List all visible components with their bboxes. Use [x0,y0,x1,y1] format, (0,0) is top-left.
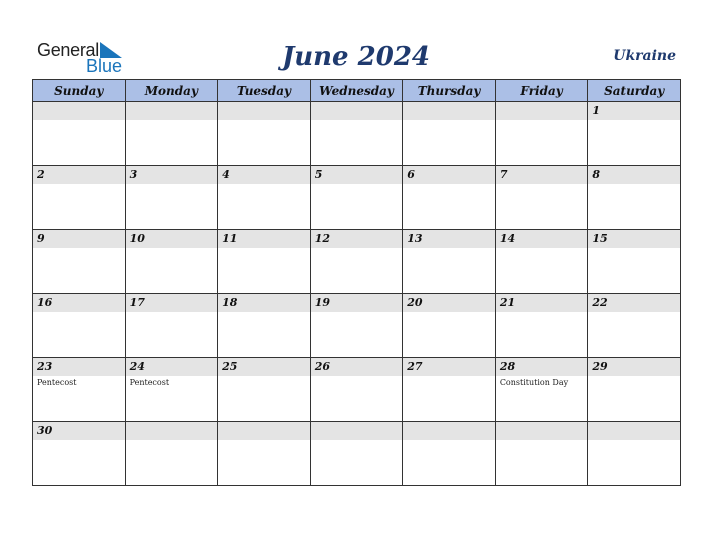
day-number: 24 [129,360,145,373]
day-number-bar [403,166,495,184]
day-number: 6 [407,168,415,181]
day-number-bar [311,294,403,312]
weekday-header: Saturday [588,80,681,102]
day-cell [33,166,126,230]
calendar-grid [32,79,681,486]
day-number: 2 [37,168,45,181]
day-cell [125,294,218,358]
day-number-bar [496,294,588,312]
day-cell [588,358,681,422]
holiday-label: Pentecost [129,378,170,387]
day-cell [33,294,126,358]
day-number: 4 [222,168,230,181]
day-number: 25 [222,360,238,373]
day-cell [403,422,496,486]
day-cell [310,102,403,166]
day-cell [588,294,681,358]
logo-general-text: General [37,40,99,60]
day-number-bar [403,294,495,312]
day-number-bar [588,166,680,184]
weekday-header: Wednesday [310,80,403,102]
day-cell [33,102,126,166]
day-cell [403,102,496,166]
day-cell [495,422,588,486]
day-cell [218,230,311,294]
week-row [33,230,681,294]
day-number-bar [33,358,125,376]
day-number: 19 [314,296,330,309]
day-cell [495,294,588,358]
day-cell [218,294,311,358]
day-number-bar [496,102,588,120]
day-number: 5 [314,168,323,181]
day-number: 22 [592,296,608,309]
day-number-bar [218,294,310,312]
day-cell [495,102,588,166]
day-number-bar [311,230,403,248]
day-number: 30 [37,424,53,437]
day-number-bar [126,230,218,248]
day-number-bar [33,294,125,312]
day-number: 1 [592,104,601,117]
day-number: 18 [222,296,238,309]
day-cell [310,422,403,486]
day-number-bar [496,422,588,440]
day-number-bar [311,358,403,376]
day-number-bar [126,166,218,184]
day-number-bar [218,422,310,440]
day-cell [218,358,311,422]
day-number-bar [33,422,125,440]
day-number: 26 [314,360,330,373]
day-cell [588,166,681,230]
holiday-label: Pentecost [37,378,77,387]
day-number: 27 [407,360,423,373]
day-cell [218,422,311,486]
day-cell [218,102,311,166]
weekday-header: Friday [495,80,588,102]
day-number-bar [588,230,680,248]
day-cell [310,230,403,294]
day-number-bar [403,102,495,120]
day-cell [33,422,126,486]
day-number-bar [126,422,218,440]
day-cell [403,294,496,358]
day-cell [125,422,218,486]
day-number-bar [496,166,588,184]
day-cell [125,166,218,230]
day-number-bar [126,294,218,312]
day-number-bar [311,102,403,120]
day-cell [495,166,588,230]
logo-blue-text: Blue [86,56,123,76]
day-number-bar [588,102,680,120]
day-number: 10 [129,232,145,245]
day-cell [125,102,218,166]
day-cell [33,358,126,422]
day-number: 17 [129,296,145,309]
day-number-bar [588,422,680,440]
generalblue-logo [37,40,137,76]
day-number-bar [403,358,495,376]
day-cell [125,358,218,422]
holiday-label: Constitution Day [499,378,569,387]
day-number: 13 [407,232,423,245]
day-number: 14 [499,232,516,245]
country-label: Ukraine [613,48,676,64]
day-number-bar [496,358,588,376]
day-number: 16 [37,296,53,309]
day-number: 20 [407,296,423,309]
weekday-header: Sunday [33,80,126,102]
day-cell [588,422,681,486]
day-number-bar [588,294,680,312]
day-number: 28 [499,360,516,373]
week-row [33,422,681,486]
day-number-bar [33,166,125,184]
day-number: 29 [592,360,608,373]
day-cell [588,102,681,166]
weekday-header: Thursday [403,80,496,102]
day-number: 12 [314,232,330,245]
day-number-bar [588,358,680,376]
day-number: 11 [222,232,238,245]
weekday-header: Tuesday [218,80,311,102]
day-cell [403,230,496,294]
day-cell [125,230,218,294]
day-number-bar [311,422,403,440]
day-number: 15 [592,232,608,245]
calendar-title: June 2024 [281,42,431,72]
weekday-header: Monday [125,80,218,102]
day-cell [33,230,126,294]
day-cell [310,358,403,422]
day-cell [403,166,496,230]
day-number: 3 [129,168,138,181]
day-number-bar [126,358,218,376]
day-number: 7 [499,168,508,181]
weekday-header-row [33,80,681,102]
day-cell [495,230,588,294]
day-cell [403,358,496,422]
week-row [33,166,681,230]
day-number-bar [33,230,125,248]
day-number: 21 [499,296,516,309]
day-number: 23 [37,360,53,373]
day-cell [310,166,403,230]
day-number: 9 [37,232,45,245]
week-row [33,358,681,422]
day-cell [310,294,403,358]
day-cell [588,230,681,294]
week-row [33,102,681,166]
day-cell [495,358,588,422]
day-number-bar [218,166,310,184]
day-number-bar [218,230,310,248]
day-number-bar [403,422,495,440]
day-number-bar [403,230,495,248]
day-number-bar [311,166,403,184]
day-number-bar [496,230,588,248]
day-number: 8 [592,168,601,181]
day-number-bar [218,102,310,120]
day-number-bar [218,358,310,376]
day-cell [218,166,311,230]
day-number-bar [126,102,218,120]
day-number-bar [33,102,125,120]
week-row [33,294,681,358]
